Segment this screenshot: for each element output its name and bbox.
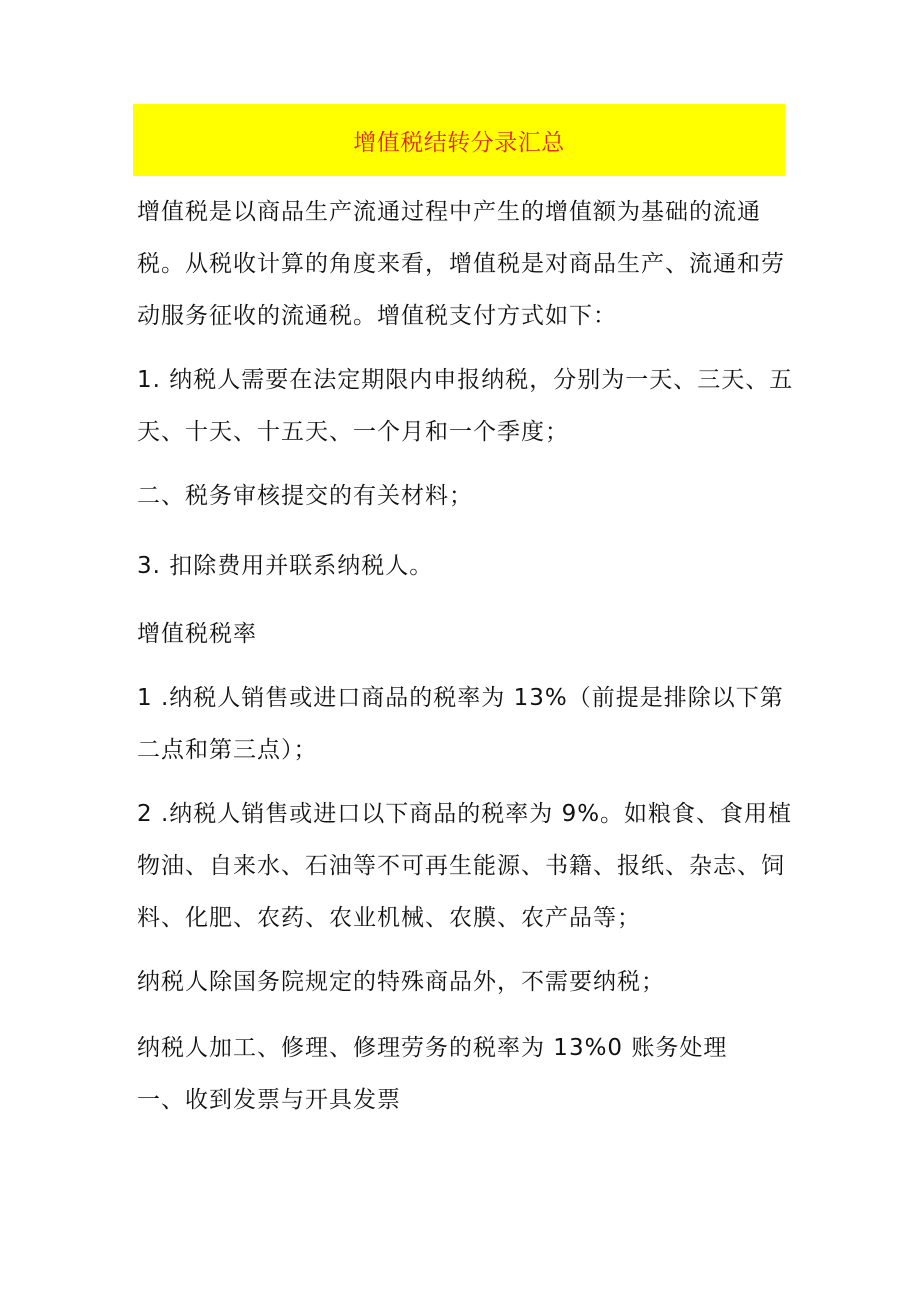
payment-item-1-line: 天、十天、十五天、一个月和一个季度；: [137, 419, 569, 445]
payment-item-3-line: 3. 扣除费用并联系纳税人。: [137, 553, 434, 579]
tax-rate-heading-text: 增值税税率: [137, 621, 257, 647]
payment-item-2: [137, 470, 787, 522]
section-heading-text: 一、收到发票与开具发票: [137, 1087, 401, 1113]
section-heading: [137, 1074, 787, 1126]
payment-item-3: [137, 540, 787, 592]
tax-rate-2-line: 料、化肥、农药、农业机械、农膜、农产品等；: [137, 905, 641, 931]
payment-item-1: [137, 354, 794, 458]
intro-paragraph: [137, 186, 787, 342]
tax-rate-1-line: 二点和第三点）；: [137, 737, 318, 763]
exempt-note: [137, 956, 787, 1008]
tax-rate-2-line: 物油、自来水、石油等不可再生能源、书籍、报纸、杂志、饲: [137, 853, 785, 879]
document-title: 增值税结转分录汇总: [353, 129, 565, 156]
intro-line: 增值税是以商品生产流通过程中产生的增值额为基础的流通: [137, 199, 761, 225]
exempt-note-text: 纳税人除国务院规定的特殊商品外，不需要纳税；: [137, 969, 665, 995]
tax-rate-1: [137, 672, 787, 776]
tax-rate-heading: [137, 608, 787, 660]
title-banner: [133, 104, 785, 176]
processing-rate-text: 纳税人加工、修理、修理劳务的税率为 13%0 账务处理: [137, 1035, 728, 1061]
payment-item-1-line: 1. 纳税人需要在法定期限内申报纳税，分别为一天、三天、五: [137, 367, 794, 393]
tax-rate-2-line: 2 .纳税人销售或进口以下商品的税率为 9%。如粮食、食用植: [137, 801, 793, 827]
tax-rate-1-line: 1 .纳税人销售或进口商品的税率为 13%（前提是排除以下第: [137, 685, 784, 711]
intro-line: 税。从税收计算的角度来看，增值税是对商品生产、流通和劳: [137, 251, 785, 277]
processing-rate: [137, 1022, 787, 1074]
intro-line: 动服务征收的流通税。增值税支付方式如下：: [137, 303, 617, 329]
payment-item-2-line: 二、税务审核提交的有关材料；: [137, 483, 473, 509]
tax-rate-2: [137, 788, 793, 944]
